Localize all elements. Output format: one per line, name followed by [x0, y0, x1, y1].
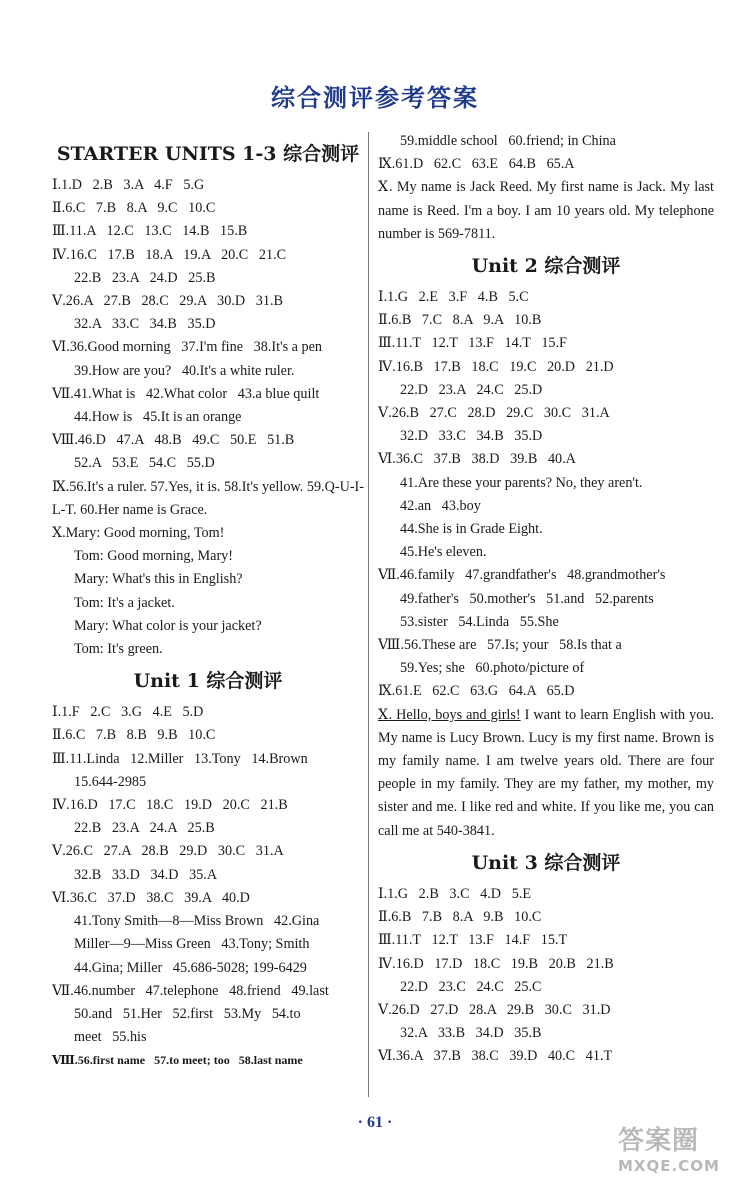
answer-line: Ⅰ.1.F 2.C 3.G 4.E 5.D — [52, 704, 204, 721]
underlined-greeting: Ⅹ. Hello, boys and girls! — [378, 706, 521, 723]
section-title-unit3: Unit 3 综合测评 — [471, 851, 621, 874]
answer-line: Ⅵ.36.C 37.D 38.C 39.A 40.D — [52, 889, 250, 906]
answer-paragraph: Ⅸ.56.It's a ruler. 57.Yes, it is. 58.It's yellow. 59.Q-U-I-L-T. 60.Her name is Grace. — [52, 478, 364, 518]
answer-line: Ⅲ.11.Linda 12.Miller 13.Tony 14.Brown — [52, 750, 308, 767]
answer-line: 41.Are these your parents? No, they aren't. — [400, 474, 643, 491]
answer-paragraph: Ⅹ. My name is Jack Reed. My first name is Jack. My last name is Reed. I'm a boy. I am 10 years old. My telephone number is 569-7811. — [378, 179, 714, 242]
answer-line: Ⅷ.56.first name 57.to meet; too 58.last name — [52, 1053, 303, 1068]
answer-line: 32.A 33.C 34.B 35.D — [74, 316, 216, 333]
answer-line: Ⅶ.46.family 47.grandfather's 48.grandmother's — [378, 567, 666, 584]
page-title: 综合测评参考答案 — [271, 84, 479, 112]
paragraph-text: I want to learn English with you. My name is Lucy Brown. Lucy is my first name. Brown is my family name. I am twelve years old. There are four people in my family. They are my father, my mother, my sister and me. I like red and white. If you like me, you can call me at 540-3841. — [378, 706, 714, 839]
answer-line: 39.How are you? 40.It's a white ruler. — [74, 362, 295, 379]
answer-line: 44.How is 45.It is an orange — [74, 409, 242, 426]
section-title-starter: STARTER UNITS 1-3 综合测评 — [56, 143, 360, 165]
answer-line: Ⅷ.46.D 47.A 48.B 49.C 50.E 51.B — [52, 432, 295, 449]
watermark-logo — [618, 1120, 744, 1174]
answer-line: 59.Yes; she 60.photo/picture of — [400, 660, 585, 677]
answer-line: meet 55.his — [74, 1029, 147, 1046]
watermark-text: 答案圈 — [618, 1126, 700, 1156]
answer-line: Ⅵ.36.Good morning 37.I'm fine 38.It's a pen — [52, 339, 322, 356]
dialogue-line: Ⅹ.Mary: Good morning, Tom! — [52, 525, 225, 542]
answer-line: Ⅶ.41.What is 42.What color 43.a blue quilt — [52, 385, 320, 402]
answer-line: 41.Tony Smith—8—Miss Brown 42.Gina — [74, 913, 320, 930]
answer-line: 32.A 33.B 34.D 35.B — [400, 1025, 542, 1042]
dialogue-line: Mary: What's this in English? — [74, 571, 243, 588]
dialogue-line: Mary: What color is your jacket? — [74, 617, 262, 634]
answer-line: 15.644-2985 — [74, 773, 147, 790]
answer-line: 44.Gina; Miller 45.686-5028; 199-6429 — [74, 959, 307, 976]
watermark-url: MXQE.COM — [618, 1157, 720, 1175]
answer-line: Ⅱ.6.B 7.C 8.A 9.A 10.B — [378, 312, 542, 329]
answer-line: Ⅱ.6.B 7.B 8.A 9.B 10.C — [378, 909, 542, 926]
answer-line: Ⅸ.61.D 62.C 63.E 64.B 65.A — [378, 156, 575, 173]
dialogue-line: Tom: It's a jacket. — [74, 594, 175, 611]
answer-line: Ⅷ.56.These are 57.Is; your 58.Is that a — [378, 637, 622, 654]
answer-line: Ⅴ.26.B 27.C 28.D 29.C 30.C 31.A — [378, 405, 610, 422]
answer-line: 22.B 23.A 24.D 25.B — [74, 269, 216, 286]
answer-line: 22.B 23.A 24.A 25.B — [74, 820, 215, 837]
answer-line: Ⅳ.16.D 17.C 18.C 19.D 20.C 21.B — [52, 797, 288, 814]
answer-line: 42.an 43.boy — [400, 497, 481, 514]
answer-line: Ⅲ.11.T 12.T 13.F 14.F 15.T — [378, 932, 568, 949]
answer-line: Ⅱ.6.C 7.B 8.B 9.B 10.C — [52, 727, 216, 744]
dialogue-line: Tom: It's green. — [74, 641, 163, 658]
answer-line: 22.D 23.C 24.C 25.C — [400, 978, 542, 995]
answer-line: Ⅶ.46.number 47.telephone 48.friend 49.last — [52, 982, 329, 999]
answer-line: Ⅴ.26.C 27.A 28.B 29.D 30.C 31.A — [52, 843, 284, 860]
answer-line: 59.middle school 60.friend; in China — [400, 133, 616, 149]
answer-line: 45.He's eleven. — [400, 544, 487, 561]
answer-line: 22.D 23.A 24.C 25.D — [400, 381, 543, 398]
answer-line: Ⅴ.26.D 27.D 28.A 29.B 30.C 31.D — [378, 1001, 611, 1018]
answer-line: Ⅲ.11.T 12.T 13.F 14.T 15.F — [378, 335, 567, 352]
answer-line: 53.sister 54.Linda 55.She — [400, 613, 559, 630]
dialogue-line: Tom: Good morning, Mary! — [74, 548, 233, 565]
column-divider — [368, 132, 369, 1097]
answer-line: Ⅴ.26.A 27.B 28.C 29.A 30.D 31.B — [52, 293, 283, 310]
answer-line: 32.B 33.D 34.D 35.A — [74, 866, 218, 883]
answer-paragraph — [378, 704, 714, 843]
answer-line: 52.A 53.E 54.C 55.D — [74, 455, 215, 472]
answer-line: Ⅰ.1.D 2.B 3.A 4.F 5.G — [52, 177, 205, 193]
answer-line: Ⅸ.61.E 62.C 63.G 64.A 65.D — [378, 683, 575, 700]
page-number: · 61 · — [357, 1114, 393, 1131]
answer-line: Ⅳ.16.D 17.D 18.C 19.B 20.B 21.B — [378, 955, 614, 972]
right-column — [378, 130, 714, 1069]
answer-line: Ⅵ.36.A 37.B 38.C 39.D 40.C 41.T — [378, 1048, 613, 1065]
section-title-unit2: Unit 2 综合测评 — [471, 255, 621, 278]
answer-line: Ⅳ.16.B 17.B 18.C 19.C 20.D 21.D — [378, 358, 614, 375]
answer-line: 44.She is in Grade Eight. — [400, 521, 543, 538]
answer-line: Ⅳ.16.C 17.B 18.A 19.A 20.C 21.C — [52, 246, 287, 263]
answer-line: Ⅱ.6.C 7.B 8.A 9.C 10.C — [52, 200, 216, 217]
answer-line: Ⅲ.11.A 12.C 13.C 14.B 15.B — [52, 223, 248, 240]
answer-line: 49.father's 50.mother's 51.and 52.parents — [400, 590, 654, 607]
answer-line: 32.D 33.C 34.B 35.D — [400, 428, 543, 445]
section-title-unit1: Unit 1 综合测评 — [133, 670, 283, 693]
answer-line: Ⅰ.1.G 2.E 3.F 4.B 5.C — [378, 289, 529, 306]
answer-line: Ⅰ.1.G 2.B 3.C 4.D 5.E — [378, 885, 532, 902]
answer-line: Miller—9—Miss Green 43.Tony; Smith — [74, 936, 310, 953]
left-column — [52, 130, 364, 1073]
answer-line: Ⅵ.36.C 37.B 38.D 39.B 40.A — [378, 451, 576, 468]
answer-line: 50.and 51.Her 52.first 53.My 54.to — [74, 1005, 301, 1022]
